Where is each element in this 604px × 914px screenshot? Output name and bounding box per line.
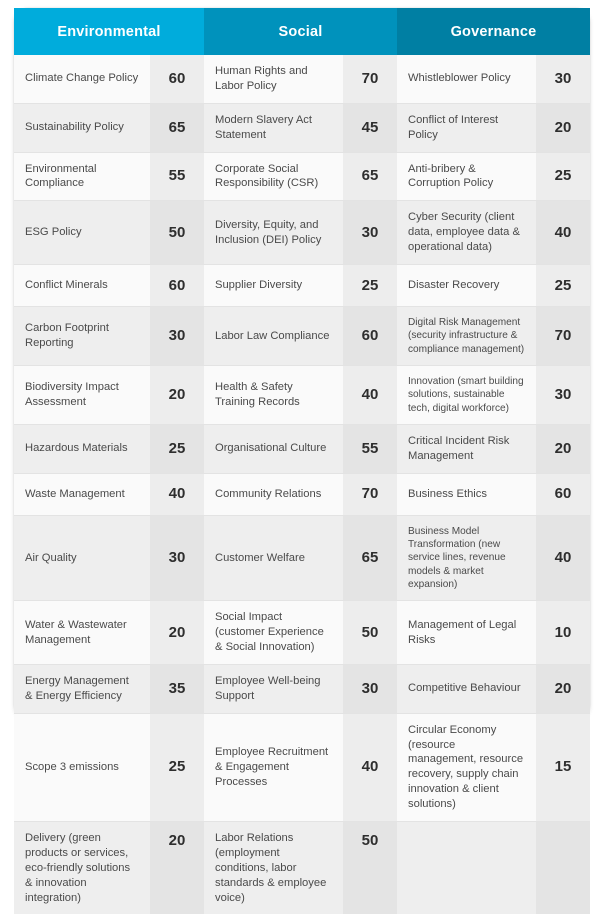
topic-label-environmental: Air Quality bbox=[14, 516, 150, 602]
topic-score-governance: 30 bbox=[536, 366, 590, 425]
column-header-environmental bbox=[14, 8, 204, 55]
topic-score-social: 50 bbox=[343, 601, 397, 665]
topic-score-environmental: 20 bbox=[150, 366, 204, 425]
topic-score-environmental: 40 bbox=[150, 474, 204, 516]
topic-label-governance: Whistleblower Policy bbox=[397, 55, 536, 104]
topic-label-environmental: Carbon Footprint Reporting bbox=[14, 307, 150, 366]
topic-score-governance: 30 bbox=[536, 55, 590, 104]
topic-score-social: 25 bbox=[343, 265, 397, 307]
topic-label-governance: Cyber Security (client data, employee data & operational data) bbox=[397, 201, 536, 265]
topic-score-governance: 60 bbox=[536, 474, 590, 516]
topic-label-social: Corporate Social Responsibility (CSR) bbox=[204, 153, 343, 202]
topic-score-environmental: 65 bbox=[150, 104, 204, 153]
topic-label-social: Organisational Culture bbox=[204, 425, 343, 474]
topic-label-environmental: Conflict Minerals bbox=[14, 265, 150, 307]
topic-score-social: 30 bbox=[343, 201, 397, 265]
topic-label-environmental: Water & Wastewater Management bbox=[14, 601, 150, 665]
topic-score-environmental: 30 bbox=[150, 516, 204, 602]
topic-score-governance: 40 bbox=[536, 516, 590, 602]
column-header-governance-label: Governance bbox=[450, 23, 537, 40]
topic-label-governance: Conflict of Interest Policy bbox=[397, 104, 536, 153]
topic-score-social: 50 bbox=[343, 822, 397, 914]
topic-label-governance: Disaster Recovery bbox=[397, 265, 536, 307]
topic-score-environmental: 20 bbox=[150, 601, 204, 665]
topic-label-social: Supplier Diversity bbox=[204, 265, 343, 307]
topic-score-social: 55 bbox=[343, 425, 397, 474]
topic-score-governance: 40 bbox=[536, 201, 590, 265]
topic-label-environmental: Environmental Compliance bbox=[14, 153, 150, 202]
column-header-social bbox=[204, 8, 397, 55]
topic-label-governance: Competitive Behaviour bbox=[397, 665, 536, 714]
topic-label-social: Employee Recruitment & Engagement Processes bbox=[204, 714, 343, 822]
topic-label-social: Labor Law Compliance bbox=[204, 307, 343, 366]
esg-matrix-grid bbox=[14, 8, 590, 914]
topic-score-social: 60 bbox=[343, 307, 397, 366]
column-header-environmental-label: Environmental bbox=[57, 23, 161, 40]
topic-score-governance: 15 bbox=[536, 714, 590, 822]
topic-score-environmental: 60 bbox=[150, 265, 204, 307]
topic-label-governance: Business Model Transformation (new service lines, revenue models & market expansion) bbox=[397, 516, 536, 602]
topic-score-social: 65 bbox=[343, 153, 397, 202]
esg-matrix-card bbox=[14, 8, 590, 904]
topic-score-governance: 25 bbox=[536, 153, 590, 202]
topic-label-environmental: Sustainability Policy bbox=[14, 104, 150, 153]
topic-score-governance: 10 bbox=[536, 601, 590, 665]
topic-score-governance: 25 bbox=[536, 265, 590, 307]
topic-score-environmental: 20 bbox=[150, 822, 204, 914]
topic-score-environmental: 35 bbox=[150, 665, 204, 714]
topic-label-environmental: Scope 3 emissions bbox=[14, 714, 150, 822]
topic-score-social: 70 bbox=[343, 55, 397, 104]
topic-label-governance bbox=[397, 822, 536, 914]
topic-score-social: 30 bbox=[343, 665, 397, 714]
topic-label-environmental: Waste Management bbox=[14, 474, 150, 516]
topic-score-social: 70 bbox=[343, 474, 397, 516]
topic-label-environmental: ESG Policy bbox=[14, 201, 150, 265]
topic-label-governance: Business Ethics bbox=[397, 474, 536, 516]
topic-label-environmental: Energy Management & Energy Efficiency bbox=[14, 665, 150, 714]
topic-label-governance: Management of Legal Risks bbox=[397, 601, 536, 665]
topic-label-governance: Digital Risk Management (security infrastructure & compliance management) bbox=[397, 307, 536, 366]
topic-label-governance: Circular Economy (resource management, resource recovery, supply chain innovation & client solutions) bbox=[397, 714, 536, 822]
topic-score-social: 40 bbox=[343, 714, 397, 822]
topic-score-environmental: 60 bbox=[150, 55, 204, 104]
topic-score-social: 45 bbox=[343, 104, 397, 153]
topic-label-social: Community Relations bbox=[204, 474, 343, 516]
topic-label-environmental: Delivery (green products or services, eco-friendly solutions & innovation integration) bbox=[14, 822, 150, 914]
topic-label-social: Customer Welfare bbox=[204, 516, 343, 602]
topic-label-social: Human Rights and Labor Policy bbox=[204, 55, 343, 104]
column-header-governance bbox=[397, 8, 590, 55]
topic-label-environmental: Hazardous Materials bbox=[14, 425, 150, 474]
topic-score-environmental: 25 bbox=[150, 425, 204, 474]
topic-label-governance: Critical Incident Risk Management bbox=[397, 425, 536, 474]
topic-score-environmental: 30 bbox=[150, 307, 204, 366]
topic-score-social: 40 bbox=[343, 366, 397, 425]
topic-label-social: Social Impact (customer Experience & Social Innovation) bbox=[204, 601, 343, 665]
topic-score-governance: 70 bbox=[536, 307, 590, 366]
topic-label-environmental: Climate Change Policy bbox=[14, 55, 150, 104]
topic-score-governance: 20 bbox=[536, 104, 590, 153]
topic-score-environmental: 55 bbox=[150, 153, 204, 202]
topic-score-governance bbox=[536, 822, 590, 914]
topic-score-social: 65 bbox=[343, 516, 397, 602]
topic-label-environmental: Biodiversity Impact Assessment bbox=[14, 366, 150, 425]
topic-label-governance: Anti-bribery & Corruption Policy bbox=[397, 153, 536, 202]
topic-score-environmental: 25 bbox=[150, 714, 204, 822]
column-header-social-label: Social bbox=[278, 23, 323, 40]
topic-label-social: Diversity, Equity, and Inclusion (DEI) Policy bbox=[204, 201, 343, 265]
topic-label-social: Labor Relations (employment conditions, labor standards & employee voice) bbox=[204, 822, 343, 914]
topic-label-governance: Innovation (smart building solutions, sustainable tech, digital workforce) bbox=[397, 366, 536, 425]
topic-label-social: Modern Slavery Act Statement bbox=[204, 104, 343, 153]
topic-label-social: Employee Well-being Support bbox=[204, 665, 343, 714]
topic-label-social: Health & Safety Training Records bbox=[204, 366, 343, 425]
topic-score-governance: 20 bbox=[536, 425, 590, 474]
topic-score-governance: 20 bbox=[536, 665, 590, 714]
topic-score-environmental: 50 bbox=[150, 201, 204, 265]
